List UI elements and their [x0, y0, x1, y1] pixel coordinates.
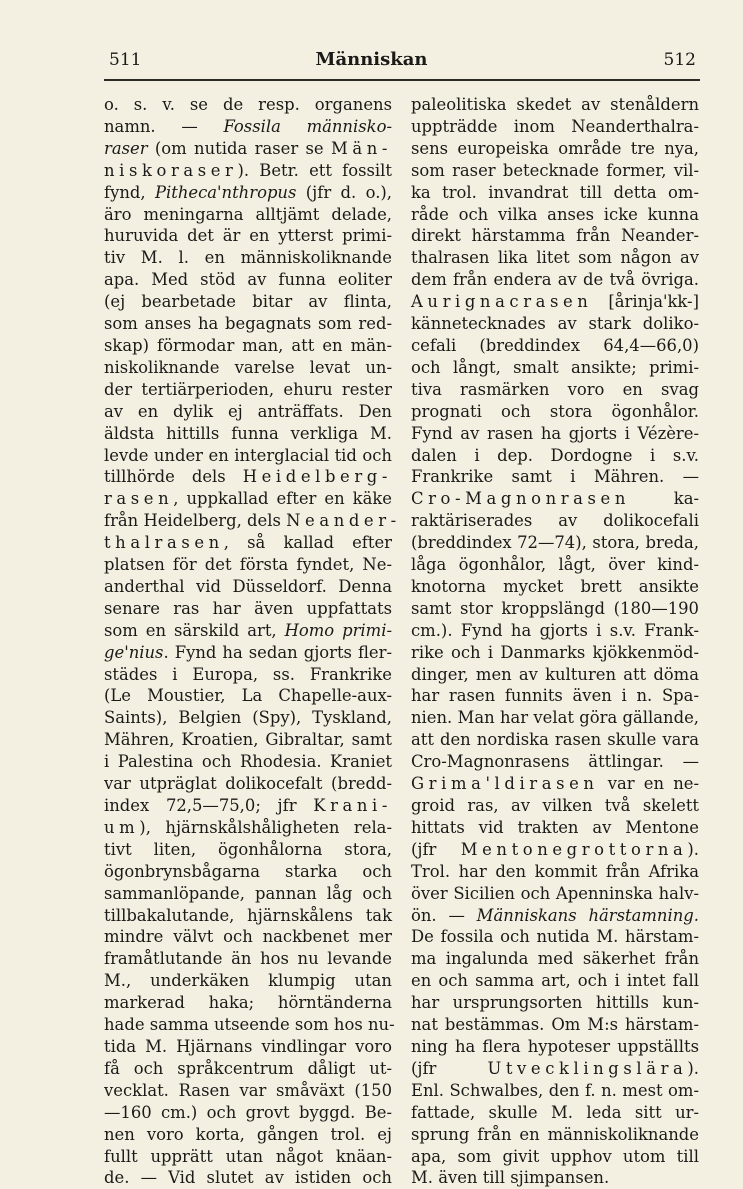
text-run: från Heidelberg, dels [104, 511, 287, 531]
text-line [411, 423, 699, 445]
italic-term: ge'nius [104, 642, 164, 662]
text-line [104, 182, 392, 204]
text-line [104, 883, 392, 905]
text-line [411, 620, 699, 642]
text-line [411, 1124, 699, 1146]
text-run: ögonbrynsbågarna starka och [104, 861, 392, 881]
text-run: platsen för det första fyndet, Ne- [104, 555, 392, 575]
text-run: De fossila och nutida M. härstam- [411, 927, 699, 947]
text-line [104, 225, 392, 247]
text-run: kännetecknades av stark doliko- [411, 314, 699, 334]
text-run: (om nutida raser se [147, 138, 331, 158]
right-text-column [411, 94, 699, 1189]
text-run: knotorna mycket brett ansikte [411, 576, 699, 596]
text-run: har rasen funnits även i n. Spa- [411, 686, 699, 706]
text-run: der tertiärperioden, ehuru rester [104, 379, 392, 399]
text-line [104, 445, 392, 467]
text-line [104, 620, 392, 642]
text-line [411, 335, 699, 357]
text-run: Frankrike samt i Mähren. — [411, 467, 699, 487]
text-run: apa, som givit upphov utom till [411, 1146, 699, 1166]
text-line [411, 1102, 699, 1124]
text-run: (ej bearbetade bitar av flinta, [104, 292, 392, 312]
text-run: städes i Europa, ss. Frankrike [104, 664, 392, 684]
text-run: [årinja'kk-] [592, 292, 699, 312]
text-run: sprung från en människoliknande [411, 1124, 699, 1144]
text-line [104, 1080, 392, 1102]
text-run: råde och vilka anses icke kunna [411, 204, 699, 224]
text-run: M., underkäken klumpig utan [104, 971, 392, 991]
text-line [104, 116, 392, 138]
text-run: —160 cm.) och grovt byggd. Be- [104, 1102, 392, 1122]
text-run: sammanlöpande, pannan låg och [104, 883, 392, 903]
text-run: tivt liten, ögonhålorna stora, [104, 839, 392, 859]
text-run: index 72,5—75,0; jfr [104, 796, 314, 815]
text-line [104, 466, 392, 488]
text-line [104, 817, 392, 839]
text-line [104, 313, 392, 335]
text-run: har ursprungsorten hittills kun- [411, 993, 699, 1013]
spaced-term: Grima'ldirasen [411, 774, 599, 794]
page-header [0, 0, 743, 84]
text-line [104, 335, 392, 357]
text-run: ning ha flera hypoteser uppställts [411, 1036, 699, 1056]
text-run: tiv M. l. en människoliknande [104, 248, 392, 268]
text-line [104, 861, 392, 883]
text-line [411, 510, 699, 532]
text-line [411, 466, 699, 488]
text-line [104, 751, 392, 773]
spaced-term: niskoraser [104, 160, 238, 180]
text-run: (jfr [411, 839, 461, 859]
text-run: rike och i Danmarks kjökkenmöd- [411, 642, 699, 662]
text-line [411, 313, 699, 335]
text-run: fullt upprätt utan något knäan- [104, 1146, 392, 1166]
text-line [411, 839, 699, 861]
text-run: (jfr [411, 1058, 488, 1078]
text-line [411, 905, 699, 927]
text-run: och långt, smalt ansikte; primi- [411, 357, 699, 377]
text-line [411, 225, 699, 247]
text-run: namn. — [104, 116, 224, 136]
text-line [104, 357, 392, 379]
text-run: niskoliknande varelse levat un- [104, 357, 392, 377]
text-line [104, 926, 392, 948]
text-line [104, 94, 392, 116]
text-line [104, 1167, 392, 1189]
text-run: fynd, [104, 182, 155, 202]
text-run: äldsta hittills funna verkliga M. [104, 423, 392, 443]
text-run: som en särskild art, [104, 620, 285, 640]
text-run: mindre välvt och nackbenet mer [104, 927, 392, 947]
text-line [104, 795, 392, 817]
text-run: cefali (breddindex 64,4—66,0) [411, 335, 699, 355]
text-run: paleolitiska skedet av stenåldern [411, 95, 699, 114]
text-run: var en ne- [598, 774, 699, 794]
header-rule [104, 79, 700, 81]
text-run: de. — Vid slutet av istiden och [104, 1168, 392, 1188]
spaced-term: Utvecklingslära [487, 1058, 688, 1078]
text-line [104, 247, 392, 269]
text-line [104, 138, 392, 160]
text-run: som raser betecknade former, vil- [411, 160, 699, 180]
text-line [411, 160, 699, 182]
text-line [104, 204, 392, 226]
left-text-column [104, 94, 401, 1189]
text-line [104, 685, 392, 707]
text-line [411, 291, 699, 313]
text-line [411, 532, 699, 554]
spaced-term: Mentonegrottorna [460, 839, 688, 859]
text-run: en och samma art, och i intet fall [411, 971, 699, 991]
text-line [411, 554, 699, 576]
text-line [104, 576, 392, 598]
text-run: hittats vid trakten av Mentone [411, 817, 699, 837]
text-run: Cro-Magnonrasens ättlingar. — [411, 752, 699, 772]
text-line [411, 883, 699, 905]
text-run: groid ras, av vilken två skelett [411, 796, 699, 815]
text-run: Saints), Belgien (Spy), Tyskland, [104, 708, 392, 728]
text-line [411, 795, 699, 817]
text-line [411, 445, 699, 467]
text-run: framåtlutande än hos nu levande [104, 949, 392, 969]
text-line [411, 970, 699, 992]
text-run: tillhörde dels [104, 467, 243, 487]
text-run: (jfr d. o.), [296, 182, 393, 202]
text-run: skap) förmodar man, att en män- [104, 335, 392, 355]
text-run: låga ögonhålor, lågt, över kind- [411, 555, 699, 575]
spaced-term: Krani- [313, 796, 392, 815]
text-line [411, 707, 699, 729]
text-run: ka trol. invandrat till detta om- [411, 182, 699, 202]
italic-term: Pitheca'nthropus [154, 182, 297, 202]
text-run: senare ras har även uppfattats [104, 598, 392, 618]
text-run: var utpräglat dolikocefalt (bredd- [104, 774, 392, 794]
text-run: av en dylik ej anträffats. Den [104, 401, 392, 421]
running-title: Människan [315, 49, 428, 70]
text-line [411, 401, 699, 423]
text-line [104, 1124, 392, 1146]
text-line [411, 1036, 699, 1058]
text-line [411, 773, 699, 795]
text-run: tiva rasmärken voro en svag [411, 379, 699, 399]
text-line [104, 510, 401, 532]
text-run: Enl. Schwalbes, den f. n. mest om- [411, 1080, 699, 1100]
spaced-term: thalrasen [104, 533, 224, 553]
text-line [104, 707, 392, 729]
text-line [411, 576, 699, 598]
text-run: tida M. Hjärnans vindlingar voro [104, 1036, 392, 1056]
text-run: (breddindex 72—74), stora, breda, [411, 533, 699, 553]
text-line [411, 751, 699, 773]
spaced-term: um [104, 817, 140, 837]
spaced-term: rasen [104, 489, 174, 509]
text-run: få och språkcentrum dåligt ut- [104, 1058, 392, 1078]
text-run: dinger, men av kulturen att döma [411, 664, 699, 684]
text-run: ), hjärnskålshåligheten rela- [139, 817, 392, 837]
text-run: över Sicilien och Apenninska halv- [411, 883, 699, 903]
text-run: samt stor kroppslängd (180—190 [411, 598, 699, 618]
italic-term: Fossila människo- [223, 116, 392, 136]
text-line [411, 1167, 699, 1189]
text-line [104, 773, 392, 795]
text-line [411, 861, 699, 883]
text-line [104, 1102, 392, 1124]
text-run: Trol. har den kommit från Afrika [411, 861, 699, 881]
text-line [411, 138, 699, 160]
text-run: o. s. v. se de resp. organens [104, 95, 392, 114]
italic-term: raser [104, 138, 148, 158]
text-run: Fynd av rasen ha gjorts i Vézère- [411, 423, 699, 443]
text-line [411, 1080, 699, 1102]
text-run: ). [687, 1058, 699, 1078]
text-run: dalen i dep. Dordogne i s.v. [411, 445, 699, 465]
text-run: ön. — [411, 905, 477, 925]
text-run: thalrasen lika litet som någon av [411, 248, 699, 268]
text-run: (Le Moustier, La Chapelle-aux- [104, 686, 392, 706]
text-line [411, 1014, 699, 1036]
text-run: dem från endera av de två övriga. [411, 270, 699, 290]
text-line [411, 269, 699, 291]
spaced-term: Män- [330, 138, 392, 158]
text-run: , så kallad efter [223, 533, 392, 553]
text-line [104, 423, 392, 445]
text-line [104, 664, 392, 686]
text-run: , uppkallad efter en käke [173, 489, 392, 509]
text-line [104, 291, 392, 313]
spaced-term: Aurignacrasen [411, 292, 593, 312]
text-line [411, 379, 699, 401]
text-line [411, 182, 699, 204]
text-run: apa. Med stöd av funna eoliter [104, 270, 392, 290]
italic-term: Människans härstamning. [476, 905, 699, 925]
text-line [104, 532, 392, 554]
text-line [104, 1036, 392, 1058]
text-run: . Fynd ha sedan gjorts fler- [163, 642, 392, 662]
text-line [104, 642, 392, 664]
text-run: sens europeiska område tre nya, [411, 138, 699, 158]
text-run: tillbakalutande, hjärnskålens tak [104, 905, 392, 925]
text-run: cm.). Fynd ha gjorts i s.v. Frank- [411, 620, 699, 640]
text-run: ). [687, 839, 699, 859]
text-run: ). Betr. ett fossilt [237, 160, 392, 180]
text-run: levde under en interglacial tid och [104, 445, 392, 465]
text-line [411, 729, 699, 751]
text-line [104, 905, 392, 927]
text-line [104, 160, 392, 182]
text-line [104, 1146, 392, 1168]
text-line [104, 401, 392, 423]
text-line [104, 488, 392, 510]
text-line [104, 992, 392, 1014]
text-run: direkt härstamma från Neander- [411, 226, 699, 246]
text-run: raktäriserades av dolikocefali [411, 511, 699, 531]
text-run: huruvida det är en ytterst primi- [104, 226, 392, 246]
spaced-term: Cro-Magnonrasen [411, 489, 630, 509]
text-line [411, 247, 699, 269]
text-line [104, 948, 392, 970]
text-line [411, 116, 699, 138]
text-line [411, 685, 699, 707]
text-line [411, 1058, 699, 1080]
text-run: vecklat. Rasen var småväxt (150 [104, 1080, 392, 1100]
text-line [104, 379, 392, 401]
text-run: som anses ha begagnats som red- [104, 314, 392, 334]
text-run: Mähren, Kroatien, Gibraltar, samt [104, 730, 392, 750]
spaced-term: Heidelberg- [242, 467, 392, 487]
text-line [104, 1014, 395, 1036]
text-run: ma ingalunda med säkerhet från [411, 949, 699, 969]
text-run: prognati och stora ögonhålor. [411, 401, 699, 421]
text-line [411, 598, 699, 620]
text-line [411, 357, 699, 379]
text-line [104, 598, 392, 620]
text-run: anderthal vid Düsseldorf. Denna [104, 576, 392, 596]
text-line [104, 269, 392, 291]
text-run: ka- [629, 489, 699, 509]
text-run: fattade, skulle M. leda sitt ur- [411, 1102, 699, 1122]
text-run: markerad haka; hörntänderna [104, 993, 392, 1013]
text-run: hade samma utseende som hos nu- [104, 1015, 395, 1035]
italic-term: Homo primi- [284, 620, 392, 640]
left-page-number: 511 [109, 50, 142, 70]
text-line [104, 729, 392, 751]
text-run: nen voro korta, gången trol. ej [104, 1124, 392, 1144]
text-line [104, 1058, 392, 1080]
text-line [104, 554, 392, 576]
text-run: uppträdde inom Neanderthalra- [411, 116, 699, 136]
text-line [411, 1146, 699, 1168]
text-line [411, 488, 699, 510]
text-run: i Palestina och Rhodesia. Kraniet [104, 752, 392, 772]
text-line [411, 664, 699, 686]
text-line [411, 948, 699, 970]
text-line [411, 204, 699, 226]
text-line [411, 817, 699, 839]
text-run: M. även till sjimpansen. [411, 1168, 610, 1188]
text-line [411, 94, 699, 116]
text-run: äro meningarna alltjämt delade, [104, 204, 392, 224]
right-page-number: 512 [663, 50, 696, 70]
text-run: nien. Man har velat göra gällande, [411, 708, 699, 728]
text-line [411, 926, 699, 948]
spaced-term: Neander- [286, 511, 401, 531]
text-run: att den nordiska rasen skulle vara [411, 730, 699, 750]
text-line [104, 839, 392, 861]
text-run: nat bestämmas. Om M:s härstam- [411, 1015, 699, 1035]
text-line [411, 642, 699, 664]
text-line [104, 970, 392, 992]
text-line [411, 992, 699, 1014]
